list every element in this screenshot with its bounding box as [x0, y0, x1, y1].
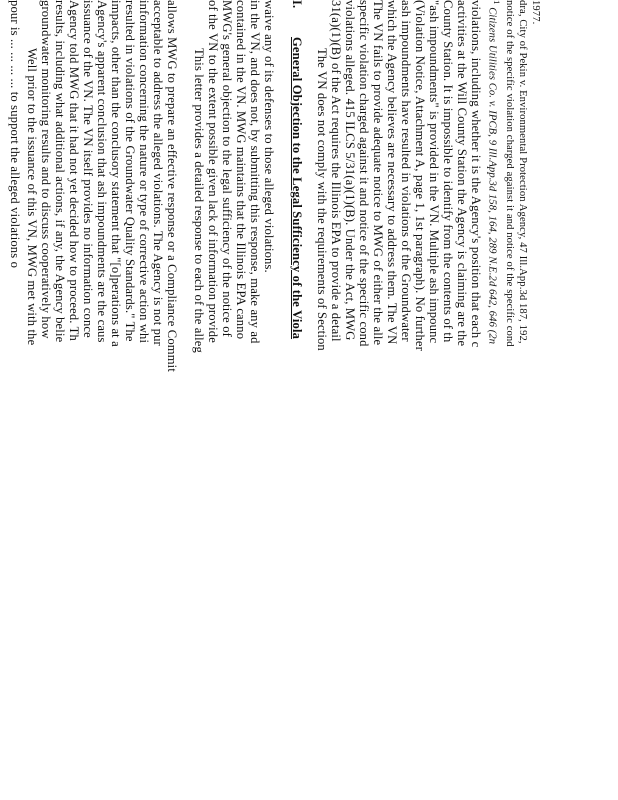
text-line: resulted in violations of the Groundwater Quality Standards." The [123, 0, 137, 342]
text-line: violations alleged. 415 ILCS 5/31(a)(1)(B). Under the Act, MWG [343, 0, 357, 341]
footnote-line: notice of the specific violation charged against it and notice of the specific cond [504, 0, 515, 347]
footnote-line: 1977. [530, 0, 541, 25]
text-line: Agency told MWG that it had not yet decided how to proceed. Th [67, 0, 81, 341]
text-line: of the VN to the extent possible given lack of information provide [206, 0, 220, 343]
text-line: This letter provides a detailed response to each of the alleg [192, 48, 206, 353]
text-line: activities at the Will County Station the Agency is claiming are the [455, 0, 469, 347]
text-line: "ash impoundments" is provided in the VN. Multiple ash impounc [427, 0, 441, 344]
text-line: contained in the VN. MWG maintains that the Illinois EPA canno [234, 0, 248, 340]
text-line: allows MWG to prepare an effective response or a Compliance Commit [165, 0, 179, 372]
text-line: County Station. It is impossible to identify from the contents of th [441, 0, 455, 343]
text-line: specific violation charged against it and notice of the specific cond [357, 0, 371, 347]
text-line: The VN fails to provide adequate notice to MWG of either the alle [371, 0, 385, 346]
text-line: MWG's general objection to the legal sufficiency of the notice of [220, 0, 234, 338]
section-heading [290, 0, 303, 339]
text-line: groundwater monitoring results and to discuss cooperatively how [39, 0, 53, 339]
section-title: General Objection to the Legal Sufficiency of the Viola [290, 36, 304, 340]
cut-off-top-line: pour is ... ... ... ... to support the alleged violations o [8, 0, 22, 269]
text-line: Well prior to the issuance of this VN, MWG met with the [25, 48, 39, 346]
section-number: I. [290, 0, 304, 9]
text-line: violations, including whether it is the Agency's position that each c [469, 0, 483, 348]
text-line: waive any of its defenses to those alleged violations. [262, 0, 276, 273]
text-line: which the Agency believes are necessary to address them. The VN [385, 0, 399, 345]
text-line: Agency's apparent conclusion that ash impoundments are the caus [95, 0, 109, 343]
text-line: issuance of the VN. The VN itself provides no information conce [81, 0, 95, 338]
text-line: information concerning the nature or type of corrective action whi [137, 0, 151, 344]
text-line: impacts, other than the conclusory statement that "[o]perations at a [109, 0, 123, 347]
footnote-line: dra, City of Pekin v. Environmental Protection Agency, 47 Ill.App.3d 187, 192, [517, 0, 528, 344]
text-line: ash impoundments have resulted in violations of the Groundwater [399, 0, 413, 342]
text-line: acceptable to address the alleged violations. The Agency is not pur [151, 0, 165, 346]
text-line: results, including what additional actions, if any, the Agency belie [53, 0, 67, 343]
text-line: The VN does not comply with the requirements of Section [315, 48, 329, 351]
footnote-line [485, 0, 503, 344]
text-line: 31(a)(1)(B) of the Act requires the Illinois EPA to provide a detail [329, 0, 343, 342]
text-line: in the VN, and does not, by submitting this response, make any ad [248, 0, 262, 344]
footnote-marker: 1 [492, 0, 502, 5]
text-line: (Violation Notice, Attachment A, page 1, 1st paragraph). No further [413, 0, 427, 351]
footnote-text: Citizens Utilities Co. v. IPCB, 9 Ill.App.3d 158, 164, 289 N.E.2d 642, 646 (2n [486, 7, 498, 345]
